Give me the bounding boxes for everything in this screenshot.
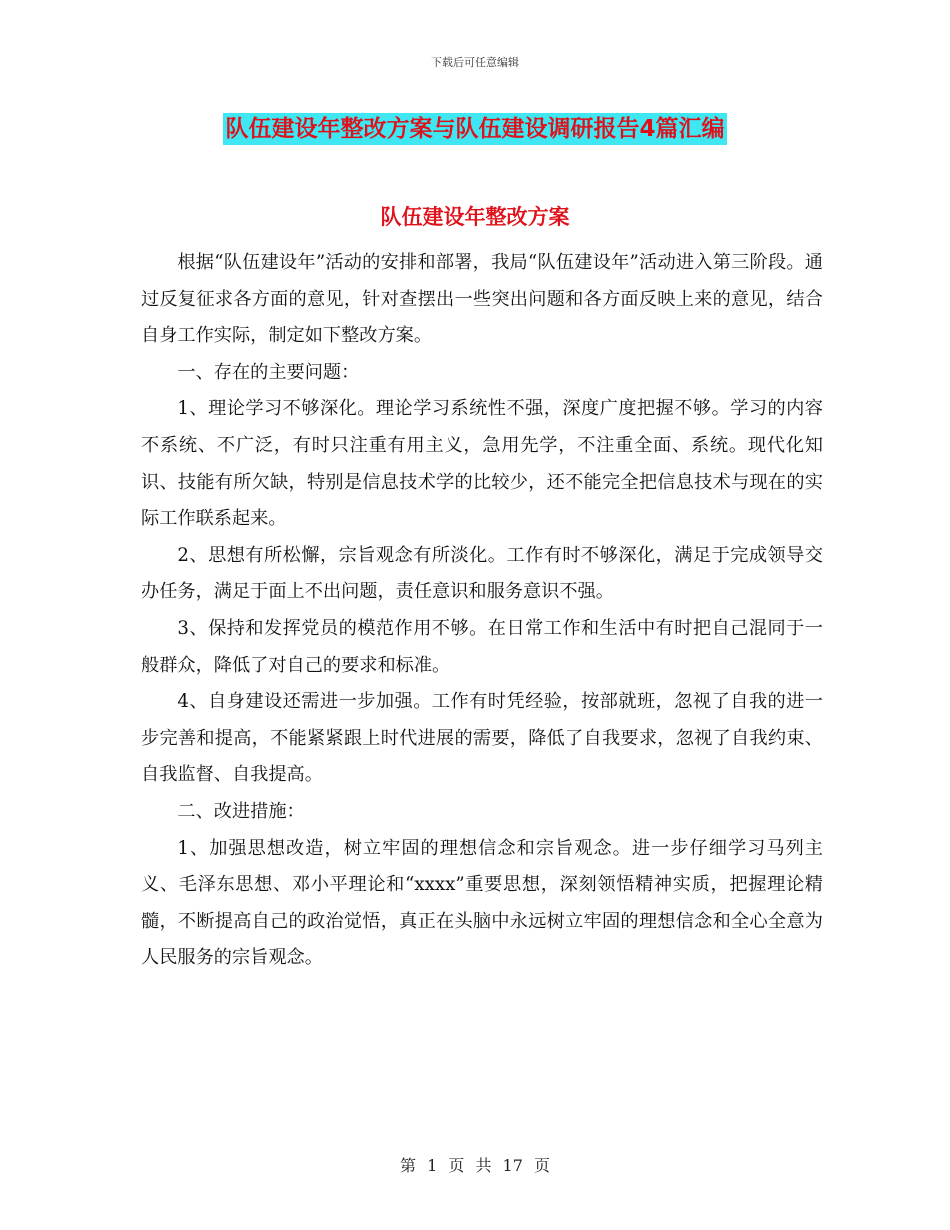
section-title: 队伍建设年整改方案	[380, 205, 570, 229]
document-title: 队伍建设年整改方案与队伍建设调研报告4篇汇编	[223, 113, 726, 145]
document-body	[141, 245, 823, 977]
paragraph: 1、加强思想改造，树立牢固的理想信念和宗旨观念。进一步仔细学习马列主义、毛泽东思想、邓小平理论和“xxxx”重要思想，深刻领悟精神实质，把握理论精髓，不断提高自己的政治觉悟，真正在头脑中永远树立牢固的理想信念和全心全意为人民服务的宗旨观念。	[141, 837, 823, 969]
page-number-footer: 第 1 页 共 17 页	[400, 1156, 550, 1175]
paragraph: 一、存在的主要问题：	[177, 361, 360, 383]
page-header-note: 下载后可任意编辑	[431, 56, 519, 69]
paragraph: 2、思想有所松懈，宗旨观念有所淡化。工作有时不够深化，满足于完成领导交办任务，满足于面上不出问题，责任意识和服务意识不强。	[141, 544, 823, 603]
paragraph: 二、改进措施：	[177, 800, 305, 822]
paragraph: 4、自身建设还需进一步加强。工作有时凭经验，按部就班，忽视了自我的进一步完善和提高，不能紧紧跟上时代进展的需要，降低了自我要求，忽视了自我约束、自我监督、自我提高。	[141, 691, 823, 786]
paragraph: 根据“队伍建设年”活动的安排和部署，我局“队伍建设年”活动进入第三阶段。通过反复征求各方面的意见，针对查摆出一些突出问题和各方面反映上来的意见，结合自身工作实际，制定如下整改方案。	[141, 252, 823, 347]
title-container	[0, 113, 950, 145]
paragraph: 3、保持和发挥党员的模范作用不够。在日常工作和生活中有时把自己混同于一般群众，降低了对自己的要求和标准。	[141, 617, 823, 676]
paragraph: 1、理论学习不够深化。理论学习系统性不强，深度广度把握不够。学习的内容不系统、不广泛，有时只注重有用主义，急用先学，不注重全面、系统。现代化知识、技能有所欠缺，特别是信息技术学的比较少，还不能完全把信息技术与现在的实际工作联系起来。	[141, 398, 823, 530]
